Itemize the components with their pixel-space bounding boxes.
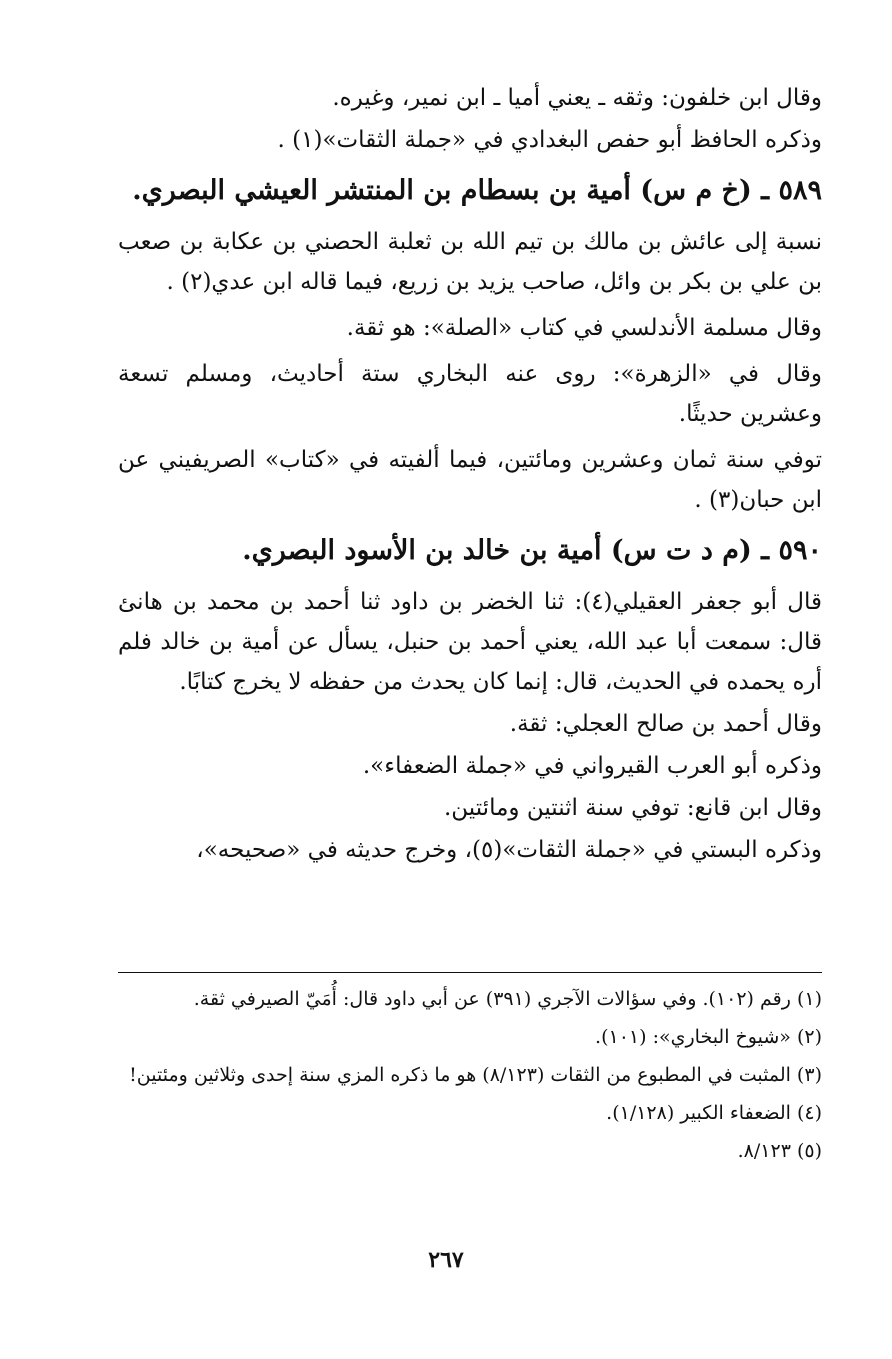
entry-590-ijli: وقال أحمد بن صالح العجلي: ثقة.	[509, 711, 822, 737]
paragraph-abu-hafs: وذكره الحافظ أبو حفص البغدادي في «جملة الثقات»(١) .	[277, 127, 822, 153]
entry-590-ibn-qani: وقال ابن قانع: توفي سنة اثنتين ومائتين.	[443, 795, 822, 821]
entry-589-zahra: وقال في «الزهرة»: روى عنه البخاري ستة أحاديث، ومسلم تسعة وعشرين حديثًا.	[118, 361, 822, 427]
main-text	[118, 78, 822, 872]
page-number: ٢٦٧	[428, 1247, 464, 1273]
footnote-2: (٢) «شيوخ البخاري»: (١٠١).	[595, 1026, 822, 1048]
entry-589-death: توفي سنة ثمان وعشرين ومائتين، فيما ألفيته في «كتاب» الصريفيني عن ابن حبان(٣) .	[118, 447, 822, 513]
entry-589-maslama: وقال مسلمة الأندلسي في كتاب «الصلة»: هو ثقة.	[346, 315, 822, 341]
entry-590-busti: وذكره البستي في «جملة الثقات»(٥)، وخرج حديثه في «صحيحه»،	[196, 837, 822, 863]
footnote-5: (٥) ٨/١٢٣.	[737, 1140, 822, 1162]
footnotes	[118, 982, 822, 1172]
footnote-3: (٣) المثبت في المطبوع من الثقات (٨/١٢٣) هو ما ذكره المزي سنة إحدى وثلاثين ومئتين!	[129, 1064, 822, 1086]
entry-589-lineage: نسبة إلى عائش بن مالك بن تيم الله بن ثعلبة الحصني بن عكابة بن صعب بن علي بن بكر بن وائل، صاحب يزيد بن زريع، فيما قاله ابن عدي(٢) .	[118, 229, 822, 295]
entry-590-heading: ٥٩٠ ـ (م د ت س) أمية بن خالد بن الأسود البصري.	[242, 535, 822, 566]
paragraph-ibn-khalfun: وقال ابن خلفون: وثقه ـ يعني أميا ـ ابن نمير، وغيره.	[332, 85, 822, 111]
entry-590-qayrawani: وذكره أبو العرب القيرواني في «جملة الضعفاء».	[362, 753, 822, 779]
entry-589-heading: ٥٨٩ ـ (خ م س) أمية بن بسطام بن المنتشر العيشي البصري.	[132, 175, 822, 206]
entry-590-uqayli: قال أبو جعفر العقيلي(٤): ثنا الخضر بن داود ثنا أحمد بن محمد بن هانئ قال: سمعت أبا عبد الله، يعني أحمد بن حنبل، يسأل عن أمية بن خالد فلم أره يحمده في الحديث، قال: إنما كان يحدث من حفظه لا يخرج كتابًا.	[118, 589, 822, 695]
footnote-1: (١) رقم (١٠٢). وفي سؤالات الآجري (٣٩١) عن أبي داود قال: أُمَيّ الصيرفي ثقة.	[193, 988, 822, 1010]
footnote-4: (٤) الضعفاء الكبير (١/١٢٨).	[606, 1102, 822, 1124]
footnote-divider	[118, 972, 822, 973]
